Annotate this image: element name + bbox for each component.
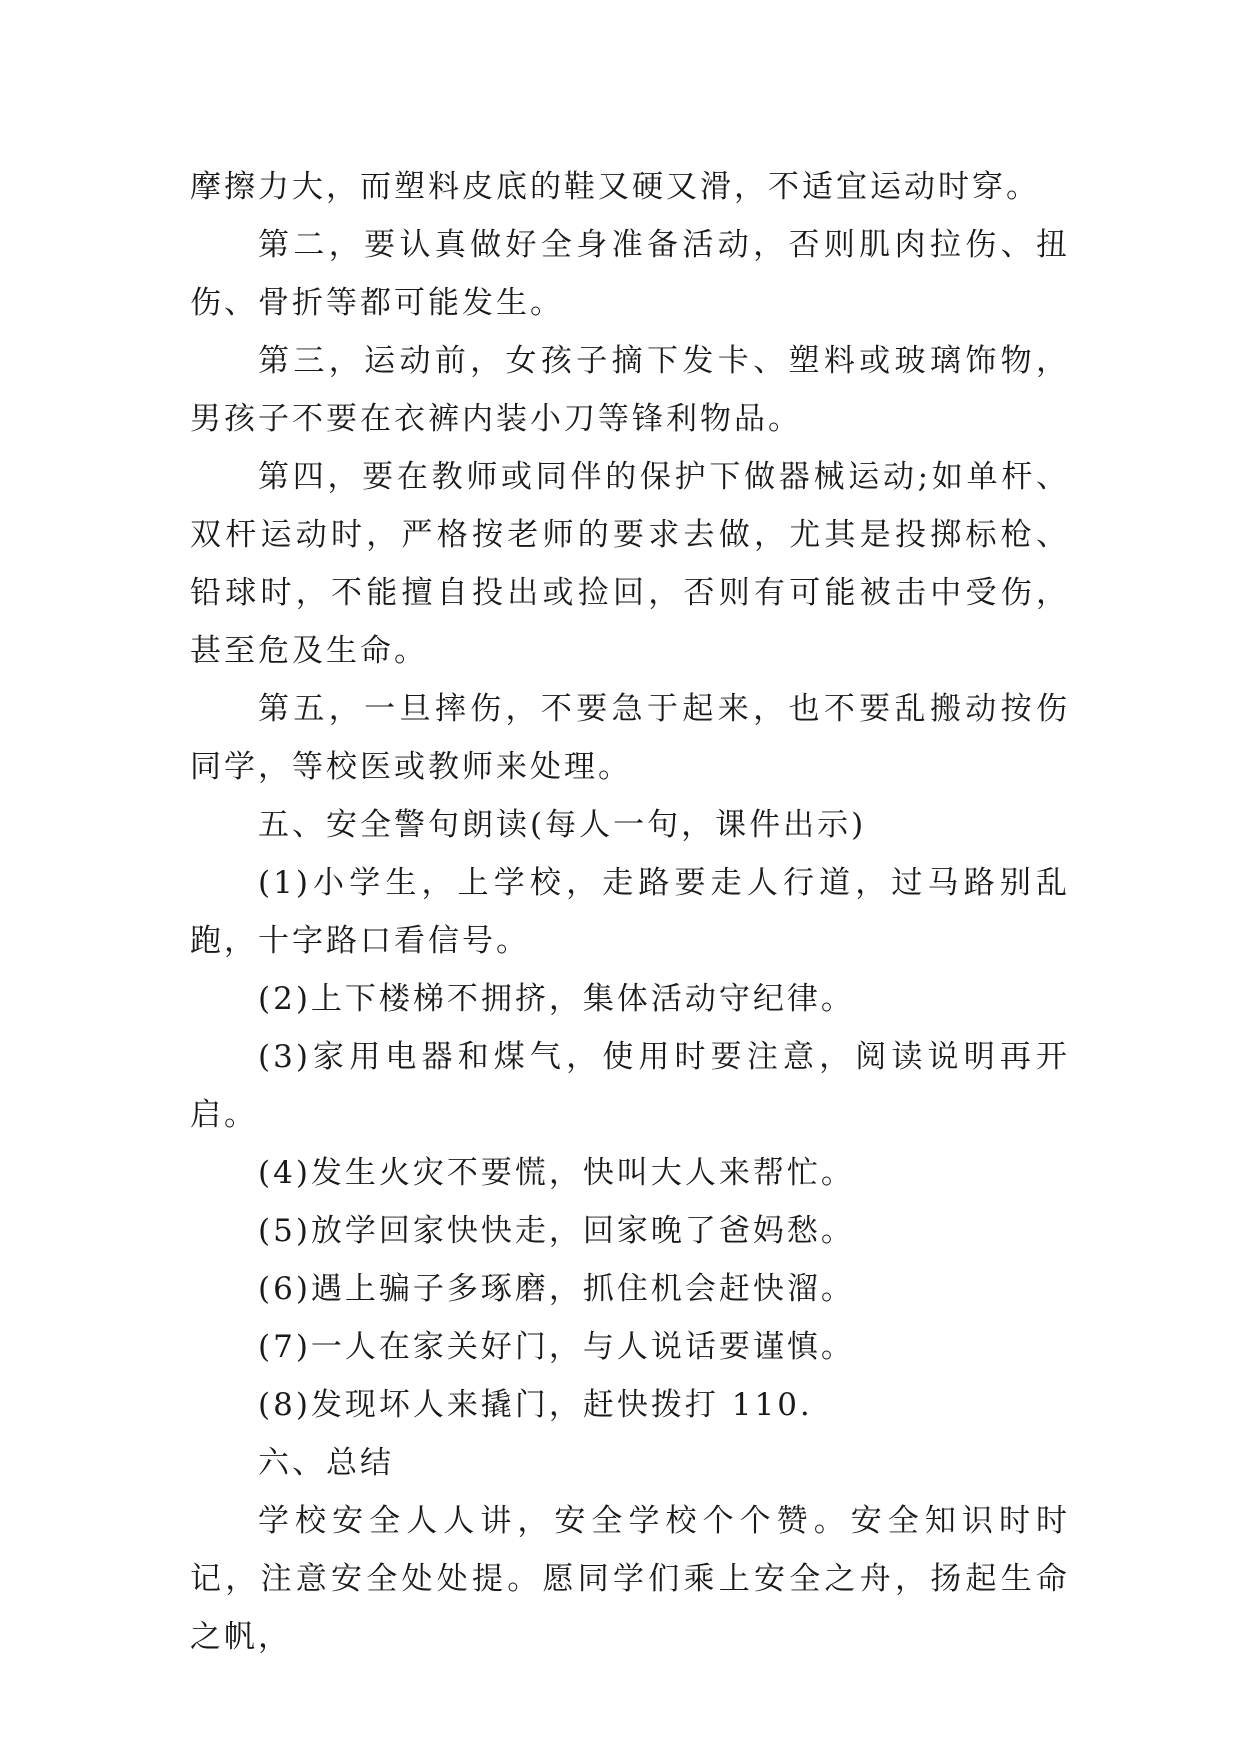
paragraph: 第二，要认真做好全身准备活动，否则肌肉拉伤、扭伤、骨折等都可能发生。	[190, 227, 1070, 321]
list-item: (8)发现坏人来撬门，赶快拨打 110.	[258, 1387, 813, 1423]
list-item: (5)放学回家快快走，回家晚了爸妈愁。	[258, 1213, 855, 1249]
section-heading: 五、安全警句朗读(每人一句，课件出示)	[258, 807, 867, 843]
section-heading: 六、总结	[258, 1445, 394, 1481]
list-item: (1)小学生，上学校，走路要走人行道，过马路别乱跑，十字路口看信号。	[190, 865, 1070, 959]
list-item: (6)遇上骗子多琢磨，抓住机会赶快溜。	[258, 1271, 855, 1307]
list-item: (4)发生火灾不要慌，快叫大人来帮忙。	[258, 1155, 855, 1191]
list-item: (3)家用电器和煤气，使用时要注意，阅读说明再开启。	[190, 1039, 1070, 1133]
paragraph: 第三，运动前，女孩子摘下发卡、塑料或玻璃饰物，男孩子不要在衣裤内装小刀等锋利物品。	[190, 343, 1070, 437]
list-item: (2)上下楼梯不拥挤，集体活动守纪律。	[258, 981, 855, 1017]
list-item: (7)一人在家关好门，与人说话要谨慎。	[258, 1329, 855, 1365]
document-body	[190, 158, 1070, 1666]
paragraph: 学校安全人人讲，安全学校个个赞。安全知识时时记，注意安全处处提。愿同学们乘上安全之舟，扬起生命之帆，	[190, 1503, 1070, 1655]
paragraph: 第四，要在教师或同伴的保护下做器械运动;如单杆、双杆运动时，严格按老师的要求去做，尤其是投掷标枪、铅球时，不能擅自投出或捡回，否则有可能被击中受伤，甚至危及生命。	[190, 459, 1070, 669]
paragraph: 第五，一旦摔伤，不要急于起来，也不要乱搬动按伤同学，等校医或教师来处理。	[190, 691, 1070, 785]
paragraph: 摩擦力大，而塑料皮底的鞋又硬又滑，不适宜运动时穿。	[190, 169, 1040, 205]
